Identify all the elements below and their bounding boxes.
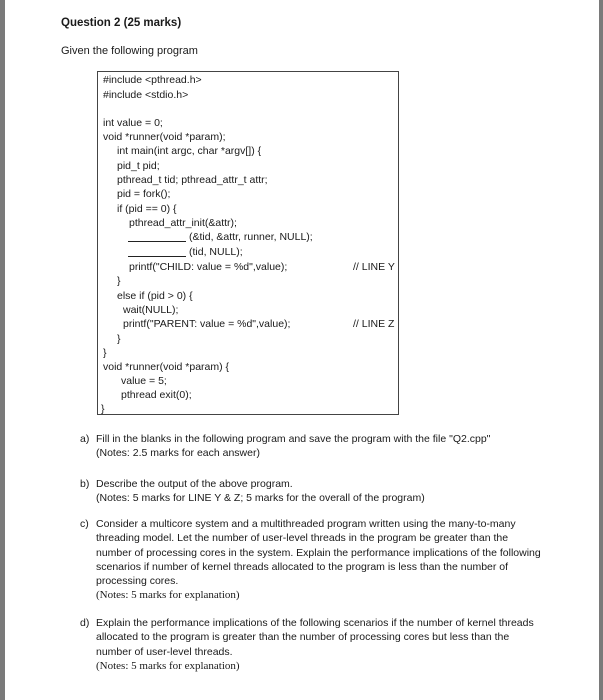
code-create-args: (&tid, &attr, runner, NULL); bbox=[189, 231, 313, 243]
question-d bbox=[80, 616, 550, 692]
code-printf-child: printf("CHILD: value = %d",value); bbox=[129, 261, 288, 273]
left-frame-edge bbox=[0, 0, 5, 700]
question-b-body: Describe the output of the above program. bbox=[96, 478, 293, 490]
code-pid-decl: pid_t pid; bbox=[117, 160, 160, 172]
intro-text: Given the following program bbox=[61, 45, 198, 57]
question-d-body: Explain the performance implications of the following scenarios if the number of kernel threads allocated to the program is greater than the number of processing cores but less than the number of user-level threads. bbox=[96, 617, 534, 658]
right-frame-edge bbox=[599, 0, 603, 700]
question-a-note: (Notes: 2.5 marks for each answer) bbox=[96, 447, 260, 460]
question-b bbox=[80, 477, 550, 509]
question-title: Question 2 (25 marks) bbox=[61, 17, 182, 29]
code-if-child: if (pid == 0) { bbox=[117, 203, 177, 215]
question-d-text bbox=[96, 616, 544, 673]
question-a-text bbox=[96, 432, 544, 461]
code-include-stdio: #include <stdio.h> bbox=[103, 89, 189, 101]
question-a bbox=[80, 432, 550, 464]
question-d-note: (Notes: 5 marks for explanation) bbox=[96, 659, 240, 672]
question-c-note: (Notes: 5 marks for explanation) bbox=[96, 589, 240, 602]
code-close-brace-else: } bbox=[117, 333, 121, 345]
blank-create bbox=[128, 241, 186, 242]
question-b-label: b) bbox=[80, 478, 90, 490]
question-a-label: a) bbox=[80, 433, 90, 445]
question-d-label: d) bbox=[80, 617, 90, 629]
code-attr-init: pthread_attr_init(&attr); bbox=[129, 217, 237, 229]
code-value-decl: int value = 0; bbox=[103, 117, 163, 129]
code-fork: pid = fork(); bbox=[117, 188, 171, 200]
code-comment-line-z: // LINE Z bbox=[353, 318, 395, 330]
question-c bbox=[80, 517, 550, 607]
code-include-pthread: #include <pthread.h> bbox=[103, 74, 202, 86]
code-close-brace-if: } bbox=[117, 275, 121, 287]
code-else-if: else if (pid > 0) { bbox=[117, 290, 193, 302]
code-runner-definition: void *runner(void *param) { bbox=[103, 361, 230, 373]
question-c-body: Consider a multicore system and a multithreaded program written using the many-to-many threading model. Let the number of user-level threads in the program be greater than the number of processing cores in the system. Explain the performance implications of the following scenarios if number of kernel threads allocated to the program is less than the number of processing cores. bbox=[96, 518, 541, 588]
code-join-args: (tid, NULL); bbox=[189, 246, 243, 258]
code-runner-prototype: void *runner(void *param); bbox=[103, 131, 226, 143]
code-thread-decl: pthread_t tid; pthread_attr_t attr; bbox=[117, 174, 268, 186]
code-comment-line-y: // LINE Y bbox=[353, 261, 395, 273]
question-b-text bbox=[96, 477, 544, 506]
code-main-signature: int main(int argc, char *argv[]) { bbox=[117, 145, 262, 157]
blank-join bbox=[128, 256, 186, 257]
code-close-brace-runner: } bbox=[101, 403, 105, 415]
code-pthread-exit: pthread exit(0); bbox=[121, 389, 192, 401]
question-a-body: Fill in the blanks in the following program and save the program with the file "Q2.cpp" bbox=[96, 433, 491, 445]
code-wait: wait(NULL); bbox=[123, 304, 179, 316]
question-c-label: c) bbox=[80, 518, 89, 530]
code-printf-parent: printf("PARENT: value = %d",value); bbox=[123, 318, 291, 330]
question-c-text bbox=[96, 517, 544, 603]
code-value-set: value = 5; bbox=[121, 375, 167, 387]
code-close-brace-main: } bbox=[103, 347, 107, 359]
question-b-note: (Notes: 5 marks for LINE Y & Z; 5 marks for the overall of the program) bbox=[96, 492, 425, 505]
